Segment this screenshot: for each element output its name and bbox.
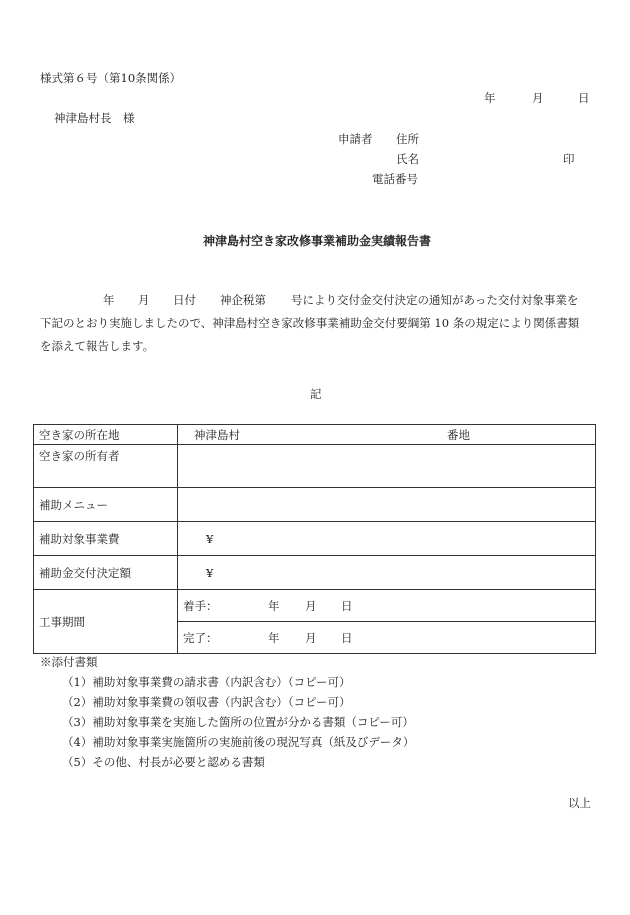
body-ref-prefix: 神企税第 xyxy=(220,293,266,307)
phone-label: 電話番号 xyxy=(372,172,418,186)
addressee: 神津島村長 様 xyxy=(54,111,135,125)
start-label: 着手： xyxy=(183,598,218,613)
location-label: 空き家の所在地 xyxy=(34,425,178,445)
location-village: 神津島村 xyxy=(194,427,240,442)
location-banchi: 番地 xyxy=(447,427,470,442)
end-day: 日 xyxy=(341,630,353,645)
document-title: 神津島村空き家改修事業補助金実績報告書 xyxy=(203,234,432,248)
table-row xyxy=(34,488,596,522)
closing-label: 以上 xyxy=(568,796,591,810)
form-number: 様式第６号（第10条関係） xyxy=(40,71,182,85)
details-table xyxy=(33,424,596,654)
menu-value-cell xyxy=(178,488,596,522)
start-year: 年 xyxy=(268,598,280,613)
owner-value-cell xyxy=(178,445,596,488)
period-label: 工事期間 xyxy=(34,590,178,654)
body-day-issued: 日付 xyxy=(173,293,196,307)
cost-label: 補助対象事業費 xyxy=(34,522,178,556)
decision-value-cell xyxy=(178,556,596,590)
body-text-line2: 下記のとおり実施しましたので、神津島村空き家改修事業補助金交付要綱第 10 条の規定により関係書類 xyxy=(40,316,580,330)
address-label: 住所 xyxy=(396,132,419,146)
list-item: （2）補助対象事業費の領収書（内訳含む）（コピー可） xyxy=(62,695,351,709)
ki-label: 記 xyxy=(310,387,322,401)
start-cell xyxy=(178,590,596,622)
body-text-line3: を添えて報告します。 xyxy=(40,339,155,353)
cost-value-cell xyxy=(178,522,596,556)
list-item: （1）補助対象事業費の請求書（内訳含む）（コピー可） xyxy=(62,675,351,689)
end-label: 完了： xyxy=(183,630,218,645)
end-cell xyxy=(178,622,596,654)
date-month-label: 月 xyxy=(532,91,544,105)
start-month: 月 xyxy=(305,598,317,613)
attachments-heading: ※添付書類 xyxy=(40,655,98,669)
cost-yen: ¥ xyxy=(206,531,214,546)
applicant-label: 申請者 xyxy=(338,132,373,146)
body-year: 年 xyxy=(103,293,115,307)
date-day-label: 日 xyxy=(578,91,590,105)
seal-label: 印 xyxy=(563,152,575,166)
decision-label: 補助金交付決定額 xyxy=(34,556,178,590)
list-item: （3）補助対象事業を実施した箇所の位置が分かる書類（コピー可） xyxy=(62,715,414,729)
date-year-label: 年 xyxy=(484,91,496,105)
location-value-cell xyxy=(178,425,596,445)
menu-label: 補助メニュー xyxy=(34,488,178,522)
table-row xyxy=(34,425,596,445)
table-row xyxy=(34,590,596,622)
end-year: 年 xyxy=(268,630,280,645)
name-label: 氏名 xyxy=(396,152,419,166)
body-month: 月 xyxy=(138,293,150,307)
end-month: 月 xyxy=(305,630,317,645)
owner-label: 空き家の所有者 xyxy=(34,445,178,488)
list-item: （4）補助対象事業実施箇所の実施前後の現況写真（紙及びデータ） xyxy=(62,735,415,749)
list-item: （5）その他、村長が必要と認める書類 xyxy=(62,755,265,769)
start-day: 日 xyxy=(341,598,353,613)
table-row xyxy=(34,445,596,488)
body-text-line1: 号により交付金交付決定の通知があった交付対象事業を xyxy=(291,293,579,307)
decision-yen: ¥ xyxy=(206,565,214,580)
attachments-list xyxy=(62,672,414,772)
table-row xyxy=(34,522,596,556)
table-row xyxy=(34,556,596,590)
